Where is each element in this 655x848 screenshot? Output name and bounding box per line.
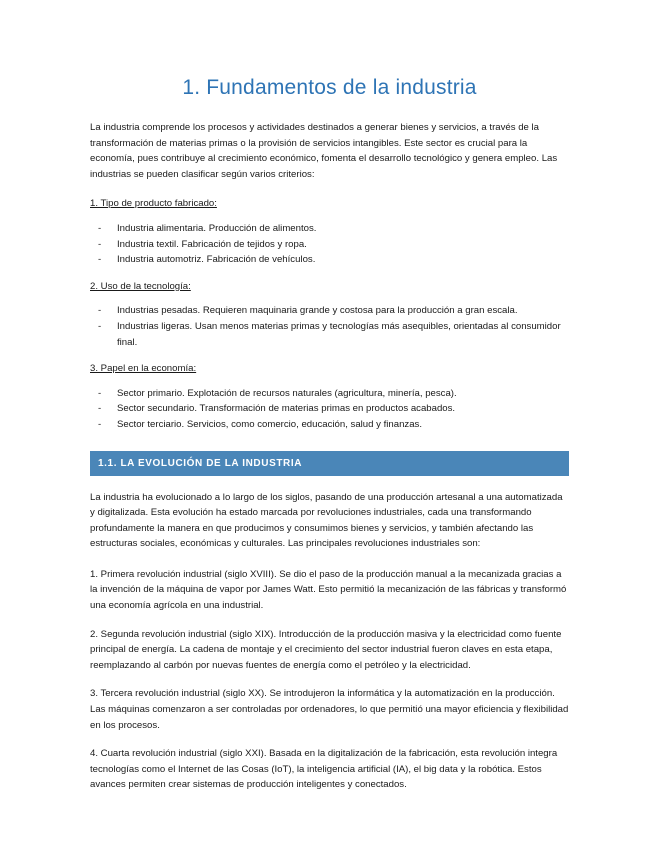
criterion-list-economy — [90, 386, 569, 433]
revolution-paragraph-1: 1. Primera revolución industrial (siglo XVIII). Se dio el paso de la producción manual a la mecanizada gracias a la invención de la máquina de vapor por James Watt. Esto permitió la mecanización de las fábricas y transformó una economía agrícola en una industrial. — [90, 568, 567, 612]
section-heading-bar: 1.1. LA EVOLUCIÓN DE LA INDUSTRIA — [90, 451, 569, 476]
criterion-heading-technology: 2. Uso de la tecnología: — [90, 280, 191, 292]
criterion-heading-product: 1. Tipo de producto fabricado: — [90, 198, 217, 210]
list-item: - Sector secundario. Transformación de materias primas en productos acabados. — [90, 401, 569, 417]
criterion-heading-economy: 3. Papel en la economía: — [90, 363, 197, 375]
list-item: - Industrias pesadas. Requieren maquinaria grande y costosa para la producción a gran escala. — [90, 303, 569, 319]
revolution-paragraph-3: 3. Tercera revolución industrial (siglo XX). Se introdujeron la informática y la automatización en la producción. Las máquinas comenzaron a ser controladas por ordenadores, lo que permitió una mayor eficiencia y flexibilidad en los procesos. — [90, 688, 569, 731]
criterion-list-product — [90, 221, 569, 268]
criterion-list-technology — [90, 303, 569, 350]
list-item: - Sector primario. Explotación de recursos naturales (agricultura, minería, pesca). — [90, 386, 569, 402]
list-item: - Industria textil. Fabricación de tejidos y ropa. — [90, 237, 569, 253]
list-item: - Industrias ligeras. Usan menos materias primas y tecnologías más asequibles, orientadas al consumidor final. — [90, 319, 569, 350]
page-title: 1. Fundamentos de la industria — [182, 76, 477, 99]
intro-paragraph: La industria comprende los procesos y actividades destinados a generar bienes y servicios, a través de la transformación de materias primas o la provisión de servicios intangibles. Este sector es crucial para la economía, pues contribuye al crecimiento económico, fomenta el desarrollo tecnológico y genera empleo. Las industrias se pueden clasificar según varios criterios: — [90, 122, 558, 180]
section-intro-paragraph: La industria ha evolucionado a lo largo de los siglos, pasando de una producción artesanal a una automatizada y digitalizada. Esta evolución ha estado marcada por revoluciones industriales, cada una transformando profundamente la manera en que producimos y consumimos bienes y servicios, y también afectando las estructuras sociales, económicas y culturales. Las principales revoluciones industriales son: — [90, 491, 563, 550]
list-item: - Industria alimentaria. Producción de alimentos. — [90, 221, 569, 237]
revolution-paragraph-2: 2. Segunda revolución industrial (siglo XIX). Introducción de la producción masiva y la electricidad como fuente principal de energía. La cadena de montaje y el crecimiento del sector industrial fueron claves en esta etapa, reemplazando al carbón por nuevas fuentes de energía como el petróleo y la electricidad. — [90, 628, 562, 671]
list-item: - Industria automotriz. Fabricación de vehículos. — [90, 252, 569, 268]
revolution-paragraph-4: 4. Cuarta revolución industrial (siglo XXI). Basada en la digitalización de la fabricación, esta revolución integra tecnologías como el Internet de las Cosas (IoT), la inteligencia artificial (IA), el big data y la robótica. Estos avances permiten crear sistemas de producción inteligentes y conectados. — [90, 748, 558, 791]
list-item: - Sector terciario. Servicios, como comercio, educación, salud y finanzas. — [90, 417, 569, 433]
